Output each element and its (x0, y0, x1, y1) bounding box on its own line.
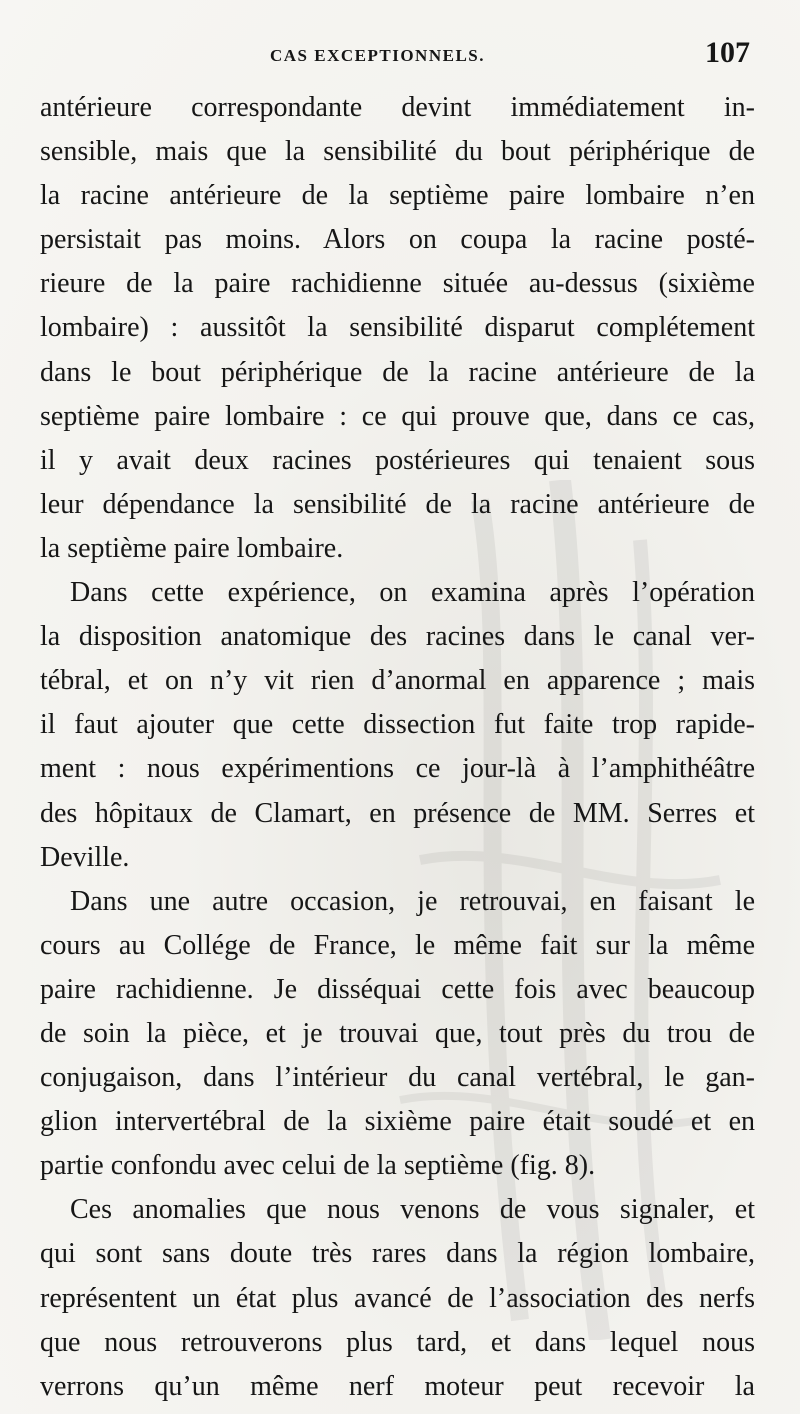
paragraph (40, 86, 755, 571)
text-line: Ces anomalies que nous venons de vous signaler, et (70, 1194, 755, 1226)
running-title: CAS EXCEPTIONNELS. (270, 46, 485, 65)
text-line: partie confondu avec celui de la septième (fig. 8). (40, 1150, 596, 1182)
text-line: des hôpitaux de Clamart, en présence de MM. Serres et (40, 797, 755, 829)
text-line: il y avait deux racines postérieures qui tenaient sous (40, 444, 755, 476)
text-line: antérieure correspondante devint immédiatement in- (40, 92, 755, 123)
text-line: qui sont sans doute très rares dans la région lombaire, (40, 1238, 755, 1270)
page-number: 107 (705, 36, 750, 69)
text-line: représentent un état plus avancé de l’association des nerfs (40, 1282, 755, 1314)
text-line: rieure de la paire rachidienne située au-dessus (sixième (40, 268, 755, 300)
text-line: cours au Collége de France, le même fait sur la même (40, 929, 755, 961)
text-line: la disposition anatomique des racines dans le canal ver- (40, 621, 755, 653)
body-text (40, 86, 755, 1409)
text-line: Deville. (40, 841, 130, 873)
text-line: dans le bout périphérique de la racine antérieure de la (40, 356, 755, 388)
text-line: paire rachidienne. Je disséquai cette fois avec beaucoup (40, 973, 755, 1005)
running-header (40, 36, 760, 76)
text-line: conjugaison, dans l’intérieur du canal vertébral, le gan- (40, 1062, 755, 1094)
paragraph (40, 571, 755, 880)
text-line: il faut ajouter que cette dissection fut faite trop rapide- (40, 709, 755, 741)
text-line: Dans cette expérience, on examina après l’opération (70, 577, 755, 609)
text-line: tébral, et on n’y vit rien d’anormal en apparence ; mais (40, 665, 755, 697)
text-line: septième paire lombaire : ce qui prouve que, dans ce cas, (40, 400, 755, 432)
text-line: ment : nous expérimentions ce jour-là à l’amphithéâtre (40, 753, 755, 785)
text-line: Dans une autre occasion, je retrouvai, en faisant le (70, 885, 755, 917)
text-line: sensible, mais que la sensibilité du bout périphérique de (40, 136, 755, 168)
text-line: la septième paire lombaire. (40, 532, 344, 564)
paragraph (40, 1188, 755, 1408)
text-line: glion intervertébral de la sixième paire était soudé et en (40, 1106, 755, 1138)
text-line: que nous retrouverons plus tard, et dans lequel nous (40, 1326, 755, 1358)
text-line: persistait pas moins. Alors on coupa la racine posté- (40, 224, 755, 256)
text-line: verrons qu’un même nerf moteur peut recevoir la (40, 1370, 755, 1402)
text-line: la racine antérieure de la septième paire lombaire n’en (40, 180, 755, 212)
paragraph (40, 880, 755, 1189)
text-line: de soin la pièce, et je trouvai que, tout près du trou de (40, 1017, 755, 1049)
text-line: leur dépendance la sensibilité de la racine antérieure de (40, 488, 755, 520)
text-line: lombaire) : aussitôt la sensibilité disparut complétement (40, 312, 755, 344)
